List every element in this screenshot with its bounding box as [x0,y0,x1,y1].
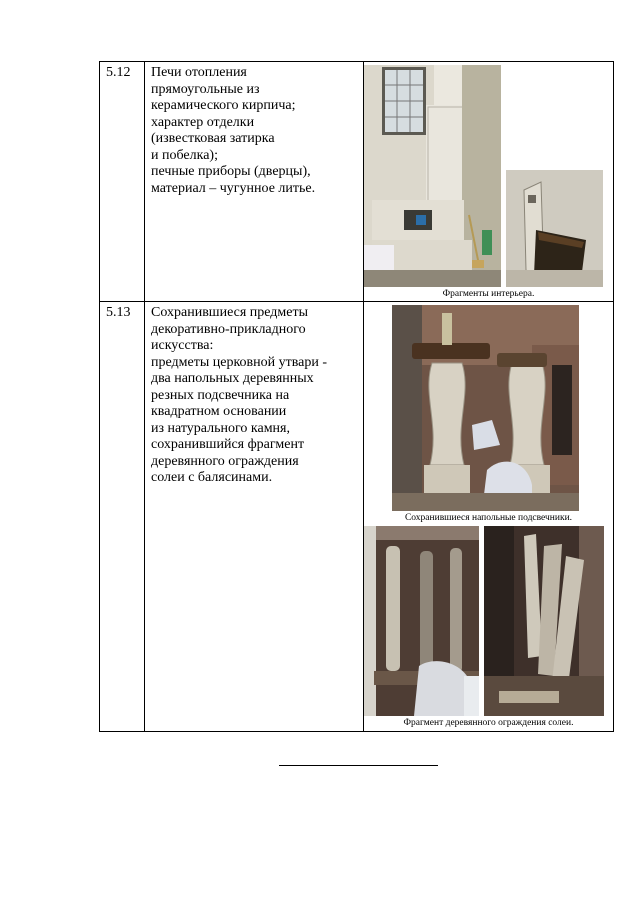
balusters-closeup-photo [484,526,604,716]
row-description [145,302,364,732]
balusters-photo [364,526,479,716]
row-photos [364,62,614,302]
photo-caption: Сохранившиеся напольные подсвечники. [404,513,573,524]
footnote-separator [279,765,438,766]
description-line: (известковая затирка [151,131,275,146]
description-line: декоративно-прикладного [151,321,306,337]
row-number: 5.12 [100,62,145,302]
description-line: квадратном основании [151,404,287,420]
stove-photo [364,65,501,287]
table-row [100,302,614,732]
row-photos [364,302,614,732]
description-line: прямоугольные из [151,81,260,97]
description-line: солеи с балясинами. [151,470,273,486]
candlesticks-photo [392,305,579,511]
description-line: из натурального камня, [151,420,290,436]
description-line: печные приборы (дверцы), [151,164,311,179]
description-line: деревянного ограждения [151,453,299,469]
description-line: характер отделки [151,114,255,130]
description-line: и побелка); [151,147,218,163]
photo-caption: Фрагмент деревянного ограждения солеи. [403,718,574,729]
stove-door-photo [506,170,603,287]
description-line: предметы церковной утвари - [151,354,328,370]
description-line: искусства: [151,338,214,354]
description-line: материал – чугунное литье. [151,180,316,196]
photo-caption: Фрагменты интерьера. [442,289,535,299]
row-description [145,62,364,302]
description-line: керамического кирпича; [151,98,296,113]
description-line: резных подсвечника на [151,387,290,403]
row-number: 5.13 [100,302,145,732]
inventory-table [99,61,614,732]
description-line: Печи отопления [151,65,247,80]
description-line: два напольных деревянных [151,371,314,387]
table-row [100,62,614,302]
description-line: сохранившийся фрагмент [151,437,305,453]
description-line: Сохранившиеся предметы [151,305,309,321]
